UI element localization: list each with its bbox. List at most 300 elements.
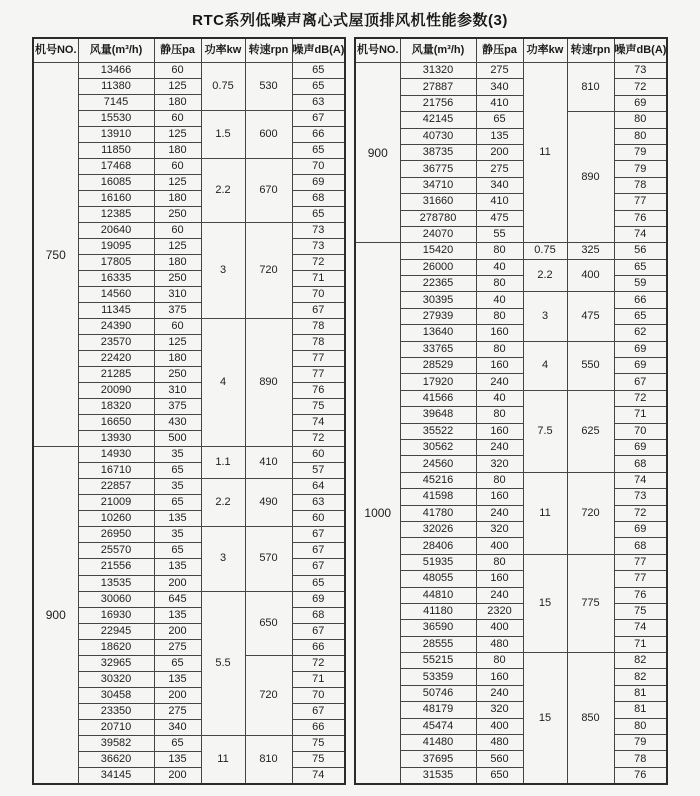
table-row bbox=[355, 439, 667, 455]
flow-cell: 18620 bbox=[78, 639, 154, 655]
pressure-cell: 160 bbox=[476, 423, 523, 439]
noise-cell: 73 bbox=[292, 223, 345, 239]
flow-cell: 24390 bbox=[78, 319, 154, 335]
flow-cell: 32026 bbox=[400, 521, 476, 537]
pressure-cell: 60 bbox=[154, 63, 201, 79]
pressure-cell: 80 bbox=[476, 308, 523, 324]
noise-cell: 62 bbox=[614, 325, 667, 341]
table-row bbox=[33, 159, 345, 175]
noise-cell: 66 bbox=[614, 292, 667, 308]
noise-cell: 67 bbox=[292, 303, 345, 319]
pressure-cell: 200 bbox=[476, 144, 523, 160]
noise-cell: 67 bbox=[292, 623, 345, 639]
speed-cell: 720 bbox=[245, 223, 292, 319]
pressure-cell: 400 bbox=[476, 718, 523, 734]
table-row bbox=[33, 511, 345, 527]
pressure-cell: 65 bbox=[154, 655, 201, 671]
table-row bbox=[33, 95, 345, 111]
header-pressure: 静压pa bbox=[154, 38, 201, 63]
table-row bbox=[355, 259, 667, 275]
flow-cell: 21556 bbox=[78, 559, 154, 575]
pressure-cell: 340 bbox=[154, 719, 201, 735]
noise-cell: 69 bbox=[614, 358, 667, 374]
table-row bbox=[33, 575, 345, 591]
noise-cell: 67 bbox=[614, 374, 667, 390]
flow-cell: 45474 bbox=[400, 718, 476, 734]
flow-cell: 34710 bbox=[400, 177, 476, 193]
header-pressure: 静压pa bbox=[476, 38, 523, 63]
noise-cell: 74 bbox=[614, 472, 667, 488]
pressure-cell: 180 bbox=[154, 143, 201, 159]
pressure-cell: 475 bbox=[476, 210, 523, 226]
power-cell: 4 bbox=[523, 341, 567, 390]
flow-cell: 16650 bbox=[78, 415, 154, 431]
table-row bbox=[33, 591, 345, 607]
flow-cell: 41598 bbox=[400, 489, 476, 505]
pressure-cell: 55 bbox=[476, 226, 523, 242]
speed-cell: 890 bbox=[245, 319, 292, 447]
noise-cell: 72 bbox=[614, 79, 667, 95]
flow-cell: 41566 bbox=[400, 390, 476, 406]
pressure-cell: 135 bbox=[154, 607, 201, 623]
power-cell: 3 bbox=[201, 223, 245, 319]
pressure-cell: 240 bbox=[476, 439, 523, 455]
noise-cell: 77 bbox=[614, 571, 667, 587]
pressure-cell: 40 bbox=[476, 259, 523, 275]
page-title: RTC系列低噪声离心式屋顶排风机性能参数(3) bbox=[192, 12, 508, 29]
table-row bbox=[33, 703, 345, 719]
flow-cell: 17805 bbox=[78, 255, 154, 271]
table-row bbox=[33, 191, 345, 207]
flow-cell: 30060 bbox=[78, 591, 154, 607]
pressure-cell: 430 bbox=[154, 415, 201, 431]
pressure-cell: 65 bbox=[154, 495, 201, 511]
pressure-cell: 125 bbox=[154, 335, 201, 351]
table-row bbox=[33, 639, 345, 655]
noise-cell: 68 bbox=[292, 607, 345, 623]
pressure-cell: 35 bbox=[154, 479, 201, 495]
flow-cell: 37695 bbox=[400, 751, 476, 767]
header-flow: 风量(m³/h) bbox=[78, 38, 154, 63]
flow-cell: 18320 bbox=[78, 399, 154, 415]
performance-table-right bbox=[354, 37, 668, 785]
table-row bbox=[33, 255, 345, 271]
table-row bbox=[355, 554, 667, 570]
header-noise: 噪声dB(A) bbox=[292, 38, 345, 63]
pressure-cell: 240 bbox=[476, 505, 523, 521]
noise-cell: 74 bbox=[614, 226, 667, 242]
flow-cell: 42145 bbox=[400, 112, 476, 128]
flow-cell: 53359 bbox=[400, 669, 476, 685]
pressure-cell: 275 bbox=[154, 703, 201, 719]
noise-cell: 82 bbox=[614, 669, 667, 685]
table-row bbox=[355, 751, 667, 767]
table-row bbox=[355, 95, 667, 111]
flow-cell: 55215 bbox=[400, 653, 476, 669]
pressure-cell: 480 bbox=[476, 735, 523, 751]
pressure-cell: 275 bbox=[476, 63, 523, 79]
pressure-cell: 135 bbox=[154, 511, 201, 527]
table-row bbox=[33, 303, 345, 319]
table-row bbox=[355, 128, 667, 144]
flow-cell: 14560 bbox=[78, 287, 154, 303]
table-row bbox=[355, 276, 667, 292]
noise-cell: 74 bbox=[292, 767, 345, 784]
noise-cell: 77 bbox=[292, 367, 345, 383]
flow-cell: 16085 bbox=[78, 175, 154, 191]
table-row bbox=[355, 718, 667, 734]
noise-cell: 76 bbox=[614, 767, 667, 784]
pressure-cell: 180 bbox=[154, 95, 201, 111]
flow-cell: 40730 bbox=[400, 128, 476, 144]
pressure-cell: 375 bbox=[154, 303, 201, 319]
power-cell: 11 bbox=[201, 735, 245, 784]
table-row bbox=[355, 620, 667, 636]
noise-cell: 79 bbox=[614, 144, 667, 160]
table-row bbox=[355, 292, 667, 308]
noise-cell: 68 bbox=[614, 456, 667, 472]
noise-cell: 65 bbox=[292, 79, 345, 95]
table-row bbox=[355, 767, 667, 784]
flow-cell: 13910 bbox=[78, 127, 154, 143]
noise-cell: 66 bbox=[292, 127, 345, 143]
table-row bbox=[33, 543, 345, 559]
pressure-cell: 400 bbox=[476, 620, 523, 636]
noise-cell: 75 bbox=[292, 735, 345, 751]
speed-cell: 810 bbox=[245, 735, 292, 784]
table-row bbox=[33, 607, 345, 623]
table-row bbox=[33, 399, 345, 415]
flow-cell: 44810 bbox=[400, 587, 476, 603]
flow-cell: 39582 bbox=[78, 735, 154, 751]
table-row bbox=[355, 210, 667, 226]
table-row bbox=[33, 287, 345, 303]
header-power: 功率kw bbox=[523, 38, 567, 63]
table-row bbox=[355, 308, 667, 324]
table-row bbox=[33, 383, 345, 399]
speed-cell: 325 bbox=[567, 243, 614, 259]
table-row bbox=[33, 751, 345, 767]
noise-cell: 67 bbox=[292, 543, 345, 559]
model-cell: 900 bbox=[355, 63, 400, 243]
table-row bbox=[355, 603, 667, 619]
speed-cell: 810 bbox=[567, 63, 614, 112]
power-cell: 2.2 bbox=[201, 159, 245, 223]
speed-cell: 600 bbox=[245, 111, 292, 159]
pressure-cell: 340 bbox=[476, 177, 523, 193]
noise-cell: 65 bbox=[614, 259, 667, 275]
table-row bbox=[33, 319, 345, 335]
flow-cell: 28555 bbox=[400, 636, 476, 652]
flow-cell: 12385 bbox=[78, 207, 154, 223]
noise-cell: 65 bbox=[292, 575, 345, 591]
noise-cell: 67 bbox=[292, 527, 345, 543]
noise-cell: 66 bbox=[292, 719, 345, 735]
model-cell: 750 bbox=[33, 63, 78, 447]
flow-cell: 20710 bbox=[78, 719, 154, 735]
pressure-cell: 240 bbox=[476, 587, 523, 603]
table-row bbox=[33, 463, 345, 479]
noise-cell: 67 bbox=[292, 111, 345, 127]
table-row bbox=[355, 505, 667, 521]
pressure-cell: 65 bbox=[476, 112, 523, 128]
flow-cell: 28406 bbox=[400, 538, 476, 554]
flow-cell: 13535 bbox=[78, 575, 154, 591]
pressure-cell: 375 bbox=[154, 399, 201, 415]
table-row bbox=[355, 587, 667, 603]
pressure-cell: 200 bbox=[154, 687, 201, 703]
noise-cell: 80 bbox=[614, 718, 667, 734]
power-cell: 2.2 bbox=[201, 479, 245, 527]
power-cell: 3 bbox=[201, 527, 245, 591]
flow-cell: 22945 bbox=[78, 623, 154, 639]
table-row bbox=[33, 127, 345, 143]
table-row bbox=[355, 341, 667, 357]
table-row bbox=[355, 521, 667, 537]
table-row bbox=[355, 358, 667, 374]
pressure-cell: 560 bbox=[476, 751, 523, 767]
tables-container bbox=[0, 37, 700, 785]
speed-cell: 720 bbox=[245, 655, 292, 735]
pressure-cell: 200 bbox=[154, 767, 201, 784]
pressure-cell: 125 bbox=[154, 79, 201, 95]
noise-cell: 72 bbox=[292, 655, 345, 671]
flow-cell: 27887 bbox=[400, 79, 476, 95]
noise-cell: 76 bbox=[614, 210, 667, 226]
power-cell: 11 bbox=[523, 472, 567, 554]
flow-cell: 11850 bbox=[78, 143, 154, 159]
flow-cell: 22857 bbox=[78, 479, 154, 495]
table-row bbox=[355, 571, 667, 587]
pressure-cell: 125 bbox=[154, 175, 201, 191]
noise-cell: 69 bbox=[292, 175, 345, 191]
flow-cell: 17468 bbox=[78, 159, 154, 175]
noise-cell: 70 bbox=[292, 287, 345, 303]
pressure-cell: 160 bbox=[476, 669, 523, 685]
noise-cell: 76 bbox=[614, 587, 667, 603]
speed-cell: 650 bbox=[245, 591, 292, 655]
noise-cell: 59 bbox=[614, 276, 667, 292]
pressure-cell: 80 bbox=[476, 243, 523, 259]
flow-cell: 23570 bbox=[78, 335, 154, 351]
pressure-cell: 650 bbox=[476, 767, 523, 784]
flow-cell: 48055 bbox=[400, 571, 476, 587]
noise-cell: 67 bbox=[292, 559, 345, 575]
pressure-cell: 240 bbox=[476, 685, 523, 701]
noise-cell: 72 bbox=[614, 390, 667, 406]
noise-cell: 72 bbox=[292, 431, 345, 447]
pressure-cell: 250 bbox=[154, 367, 201, 383]
pressure-cell: 160 bbox=[476, 571, 523, 587]
noise-cell: 79 bbox=[614, 735, 667, 751]
speed-cell: 850 bbox=[567, 653, 614, 785]
flow-cell: 23350 bbox=[78, 703, 154, 719]
table-row bbox=[33, 415, 345, 431]
speed-cell: 890 bbox=[567, 112, 614, 243]
noise-cell: 80 bbox=[614, 112, 667, 128]
noise-cell: 69 bbox=[614, 439, 667, 455]
flow-cell: 48179 bbox=[400, 702, 476, 718]
table-row bbox=[355, 407, 667, 423]
table-row bbox=[355, 112, 667, 128]
pressure-cell: 200 bbox=[154, 575, 201, 591]
table-row bbox=[355, 194, 667, 210]
table-row bbox=[355, 325, 667, 341]
flow-cell: 26950 bbox=[78, 527, 154, 543]
pressure-cell: 2320 bbox=[476, 603, 523, 619]
pressure-cell: 60 bbox=[154, 111, 201, 127]
table-row bbox=[355, 636, 667, 652]
pressure-cell: 320 bbox=[476, 456, 523, 472]
power-cell: 15 bbox=[523, 653, 567, 785]
table-row bbox=[33, 655, 345, 671]
header-power: 功率kw bbox=[201, 38, 245, 63]
pressure-cell: 320 bbox=[476, 702, 523, 718]
noise-cell: 69 bbox=[614, 95, 667, 111]
flow-cell: 27939 bbox=[400, 308, 476, 324]
flow-cell: 32965 bbox=[78, 655, 154, 671]
noise-cell: 75 bbox=[292, 399, 345, 415]
table-row bbox=[355, 456, 667, 472]
table-row bbox=[33, 735, 345, 751]
table-row bbox=[33, 719, 345, 735]
table-row bbox=[33, 367, 345, 383]
noise-cell: 70 bbox=[614, 423, 667, 439]
model-cell: 1000 bbox=[355, 243, 400, 784]
table-row bbox=[33, 111, 345, 127]
speed-cell: 530 bbox=[245, 63, 292, 111]
flow-cell: 31535 bbox=[400, 767, 476, 784]
pressure-cell: 410 bbox=[476, 194, 523, 210]
pressure-cell: 180 bbox=[154, 255, 201, 271]
header-row bbox=[33, 38, 345, 63]
table-row bbox=[355, 685, 667, 701]
table-row bbox=[355, 735, 667, 751]
noise-cell: 69 bbox=[614, 341, 667, 357]
pressure-cell: 65 bbox=[154, 543, 201, 559]
noise-cell: 60 bbox=[292, 447, 345, 463]
power-cell: 2.2 bbox=[523, 259, 567, 292]
pressure-cell: 65 bbox=[154, 463, 201, 479]
pressure-cell: 400 bbox=[476, 538, 523, 554]
pressure-cell: 410 bbox=[476, 95, 523, 111]
power-cell: 5.5 bbox=[201, 591, 245, 735]
pressure-cell: 125 bbox=[154, 127, 201, 143]
table-row bbox=[355, 538, 667, 554]
flow-cell: 22420 bbox=[78, 351, 154, 367]
pressure-cell: 275 bbox=[154, 639, 201, 655]
pressure-cell: 80 bbox=[476, 653, 523, 669]
pressure-cell: 180 bbox=[154, 351, 201, 367]
header-speed: 转速rpn bbox=[245, 38, 292, 63]
flow-cell: 21285 bbox=[78, 367, 154, 383]
flow-cell: 21756 bbox=[400, 95, 476, 111]
pressure-cell: 35 bbox=[154, 527, 201, 543]
pressure-cell: 160 bbox=[476, 489, 523, 505]
header-row bbox=[355, 38, 667, 63]
noise-cell: 56 bbox=[614, 243, 667, 259]
table-row bbox=[33, 431, 345, 447]
table-row bbox=[33, 271, 345, 287]
table-row bbox=[33, 687, 345, 703]
pressure-cell: 60 bbox=[154, 223, 201, 239]
flow-cell: 13466 bbox=[78, 63, 154, 79]
speed-cell: 775 bbox=[567, 554, 614, 652]
speed-cell: 625 bbox=[567, 390, 614, 472]
header-noise: 噪声dB(A) bbox=[614, 38, 667, 63]
pressure-cell: 40 bbox=[476, 390, 523, 406]
power-cell: 7.5 bbox=[523, 390, 567, 472]
flow-cell: 278780 bbox=[400, 210, 476, 226]
table-row bbox=[355, 144, 667, 160]
table-row bbox=[33, 239, 345, 255]
table-row bbox=[33, 767, 345, 784]
pressure-cell: 240 bbox=[476, 374, 523, 390]
noise-cell: 73 bbox=[292, 239, 345, 255]
pressure-cell: 60 bbox=[154, 159, 201, 175]
flow-cell: 30458 bbox=[78, 687, 154, 703]
table-row bbox=[33, 527, 345, 543]
flow-cell: 16335 bbox=[78, 271, 154, 287]
pressure-cell: 250 bbox=[154, 207, 201, 223]
noise-cell: 70 bbox=[292, 687, 345, 703]
flow-cell: 41480 bbox=[400, 735, 476, 751]
pressure-cell: 340 bbox=[476, 79, 523, 95]
flow-cell: 11380 bbox=[78, 79, 154, 95]
flow-cell: 19095 bbox=[78, 239, 154, 255]
flow-cell: 14930 bbox=[78, 447, 154, 463]
noise-cell: 74 bbox=[614, 620, 667, 636]
speed-cell: 475 bbox=[567, 292, 614, 341]
pressure-cell: 65 bbox=[154, 735, 201, 751]
flow-cell: 33765 bbox=[400, 341, 476, 357]
flow-cell: 41180 bbox=[400, 603, 476, 619]
flow-cell: 16710 bbox=[78, 463, 154, 479]
table-row bbox=[355, 177, 667, 193]
pressure-cell: 250 bbox=[154, 271, 201, 287]
header-speed: 转速rpn bbox=[567, 38, 614, 63]
noise-cell: 75 bbox=[292, 751, 345, 767]
flow-cell: 24070 bbox=[400, 226, 476, 242]
flow-cell: 21009 bbox=[78, 495, 154, 511]
table-row bbox=[355, 79, 667, 95]
flow-cell: 34145 bbox=[78, 767, 154, 784]
flow-cell: 41780 bbox=[400, 505, 476, 521]
table-row bbox=[33, 495, 345, 511]
table-row bbox=[355, 226, 667, 242]
pressure-cell: 80 bbox=[476, 472, 523, 488]
pressure-cell: 275 bbox=[476, 161, 523, 177]
noise-cell: 70 bbox=[292, 159, 345, 175]
pressure-cell: 80 bbox=[476, 341, 523, 357]
pressure-cell: 320 bbox=[476, 521, 523, 537]
table-row bbox=[33, 559, 345, 575]
noise-cell: 78 bbox=[614, 751, 667, 767]
flow-cell: 36620 bbox=[78, 751, 154, 767]
table-row bbox=[33, 479, 345, 495]
power-cell: 1.1 bbox=[201, 447, 245, 479]
noise-cell: 79 bbox=[614, 161, 667, 177]
flow-cell: 20640 bbox=[78, 223, 154, 239]
flow-cell: 11345 bbox=[78, 303, 154, 319]
noise-cell: 60 bbox=[292, 511, 345, 527]
table-row bbox=[33, 671, 345, 687]
speed-cell: 490 bbox=[245, 479, 292, 527]
table-row bbox=[355, 63, 667, 79]
noise-cell: 65 bbox=[292, 63, 345, 79]
pressure-cell: 80 bbox=[476, 554, 523, 570]
flow-cell: 26000 bbox=[400, 259, 476, 275]
